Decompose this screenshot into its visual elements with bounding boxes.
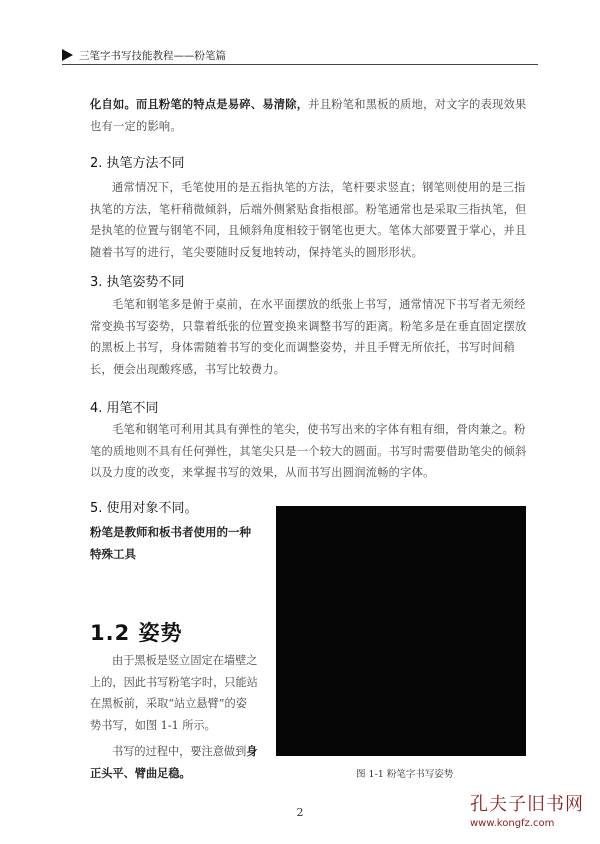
page-number: 2	[296, 806, 304, 819]
section-heading-3: 3. 执笔姿势不同	[90, 275, 185, 290]
figure-image	[276, 506, 526, 756]
watermark-logo: 孔夫子旧书网	[470, 794, 584, 815]
section-heading-2: 2. 执笔方法不同	[90, 156, 185, 171]
intro-post: 并且粉笔和黑板的质地，对文字的表现效果也有一定的影响。	[90, 98, 527, 133]
section-text-2: 通常情况下，毛笔使用的是五指执笔的方法，笔杆要求竖直；钢笔则使用的是三指执笔的方法，笔杆稍微倾斜，后端外侧紧贴食指根部。粉笔通常也是采取三指执笔，但是执笔的位置与钢笔不同，且倾斜角度相较于钢笔也更大。笔体大部要置于掌心，并且随着书写的进行，笔尖要随时反复地转动，保持笔头的圆形形状。	[90, 181, 527, 259]
intro-lead: 化自如。	[90, 98, 136, 111]
posture-p2-strong: 身正头平、臂曲足稳。	[90, 745, 258, 780]
section-heading-5: 5. 使用对象不同。	[90, 501, 198, 516]
watermark	[470, 790, 590, 829]
figure-caption: 图 1-1 粉笔字书写姿势	[356, 769, 454, 780]
section-text-5: 粉笔是教师和板书者使用的一种特殊工具	[90, 525, 251, 561]
section-title-posture: 1.2 姿势	[90, 621, 183, 645]
section-text-3: 毛笔和钢笔多是俯于桌前，在水平面摆放的纸张上书写，通常情况下书写者无须经常变换书写姿势，只靠着纸张的位置变换来调整书写的距离。粉笔多是在垂直固定摆放的黑板上书写，身体需随着书写的变化而调整姿势，并且手臂无所依托，书写时间稍长，便会出现酸疼感，书写比较费力。	[90, 298, 527, 376]
header-title: 三笔字书写技能教程——粉笔篇	[79, 50, 226, 62]
section-text-4: 毛笔和钢笔可利用其具有弹性的笔尖，使书写出来的字体有粗有细，骨肉兼之。粉笔的质地则不具有任何弹性，其笔尖只是一个较大的圆面。书写时需要借助笔尖的倾斜以及力度的改变，来掌握书写的效果，从而书写出圆润流畅的字体。	[90, 423, 527, 479]
posture-paragraph-1: 由于黑板是竖立固定在墙壁之上的，因此书写粉笔字时，只能站在黑板前，采取“站立悬臂”的姿势书写，如图 1-1 所示。	[90, 654, 258, 732]
intro-paragraph	[90, 94, 528, 137]
running-header	[62, 47, 538, 65]
header-rule	[62, 64, 538, 65]
header-triangle-icon	[62, 49, 73, 61]
section-heading-4: 4. 用笔不同	[90, 401, 159, 416]
posture-paragraph-2	[90, 741, 258, 784]
posture-p2-text: 书写的过程中，要注意做到	[112, 745, 247, 758]
intro-mid: 而且粉笔的特点是易碎、易清除，	[135, 98, 309, 111]
watermark-url: www.kongfz.com	[470, 818, 555, 829]
